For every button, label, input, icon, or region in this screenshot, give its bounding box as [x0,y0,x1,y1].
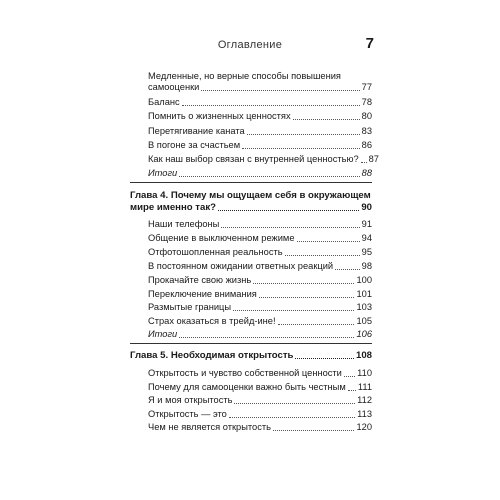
dot-leader [278,324,355,325]
toc-chapter-entry[interactable] [130,350,372,361]
toc-page-number: 111 [357,382,372,392]
dot-leader [229,417,355,418]
toc-entry[interactable] [148,126,372,137]
toc-entry[interactable] [148,368,372,379]
toc-entry[interactable] [148,154,379,165]
toc-page-number: 87 [368,154,379,164]
toc-entry-title-line1[interactable]: Медленные, но верные способы повышения [148,71,341,81]
toc-page-number: 101 [356,289,372,299]
toc-page-number: 105 [356,316,372,326]
toc-entry-title: Я и моя открытость [148,395,233,405]
toc-page-number: 95 [361,247,372,257]
toc-page-number: 108 [355,350,372,361]
toc-entry-title: Почему для самооценки важно быть честным [148,382,346,392]
dot-leader [221,227,359,228]
toc-page-number: 94 [361,233,372,243]
toc-entry[interactable] [148,316,372,327]
toc-entry[interactable] [148,140,372,151]
toc-page-number: 90 [361,202,372,213]
toc-entry[interactable] [148,261,372,272]
dot-leader [234,403,355,404]
toc-entry-title: Прокачайте свою жизнь [148,275,252,285]
chapter-title-line2: мире именно так? [130,202,216,213]
toc-entry-title-line2: самооценки [148,82,200,92]
toc-entry-summary[interactable] [148,329,372,340]
toc-page-number: 113 [357,409,372,419]
toc-page-number: 103 [356,302,372,312]
toc-entry-summary[interactable] [148,168,372,179]
page-number: 7 [365,35,374,52]
toc-entry-title: Итоги [148,168,178,178]
dot-leader [335,269,360,270]
toc-entry-title: Чем не является открытость [148,422,271,432]
toc-page-number: 91 [361,219,372,229]
toc-page-number: 86 [361,140,372,150]
dot-leader [297,241,360,242]
toc-entry[interactable] [148,302,372,313]
toc-entry[interactable] [148,409,372,420]
toc-page-number: 98 [361,261,372,271]
toc-page-number: 110 [357,368,372,378]
toc-entry[interactable] [148,233,372,244]
toc-entry-title: Общение в выключенном режиме [148,233,295,243]
toc-entry[interactable] [148,395,372,406]
toc-page-number: 120 [356,422,372,432]
toc-entry[interactable] [148,247,372,258]
toc-entry-title: В постоянном ожидании ответных реакций [148,261,334,271]
dot-leader [201,90,359,91]
dot-leader [233,310,354,311]
dot-leader [361,162,367,163]
dot-leader [182,105,360,106]
toc-entry[interactable] [148,219,372,230]
dot-leader [295,358,354,359]
toc-entry-title: Баланс [148,97,180,107]
toc-page-number: 78 [361,97,372,107]
toc-page-number: 100 [356,275,372,285]
toc-entry[interactable] [148,111,372,122]
toc-page-number: 80 [361,111,372,121]
dot-leader [247,134,360,135]
dot-leader [344,376,355,377]
toc-entry-title: Наши телефоны [148,219,220,229]
dot-leader [179,176,359,177]
toc-entry-title: Перетягивание каната [148,126,245,136]
toc-entry[interactable] [148,275,372,286]
toc-entry[interactable] [148,289,372,300]
running-title: Оглавление [217,39,283,51]
toc-entry[interactable] [148,97,372,108]
toc-page-number: 83 [361,126,372,136]
dot-leader [348,390,356,391]
toc-entry-title: Как наш выбор связан с внутренней ценностью? [148,154,359,164]
dot-leader [293,119,360,120]
dot-leader [218,210,359,211]
toc-entry-title: Отфотошопленная реальность [148,247,283,257]
toc-page-number: 77 [361,82,372,92]
toc-page-number: 88 [361,168,372,178]
section-divider [130,182,372,183]
toc-entry-title: Размытые границы [148,302,232,312]
section-divider [130,343,372,344]
toc-entry-title: Открытость и чувство собственной ценности [148,368,342,378]
chapter-title-line1[interactable]: Глава 4. Почему мы ощущаем себя в окружающем [130,190,371,201]
dot-leader [253,283,354,284]
toc-entry-title: Итоги [148,329,178,339]
toc-page-number: 112 [357,395,372,405]
dot-leader [179,337,354,338]
dot-leader [285,255,360,256]
toc-entry-title: Переключение внимания [148,289,257,299]
dot-leader [242,148,360,149]
toc-page-number: 106 [356,329,372,339]
toc-entry[interactable] [148,422,372,433]
dot-leader [273,430,355,431]
toc-chapter-entry[interactable] [130,202,372,213]
toc-entry-title: Страх оказаться в трейд-ине! [148,316,276,326]
toc-entry[interactable] [148,382,372,393]
toc-entry-title: Открытость — это [148,409,227,419]
chapter-title: Глава 5. Необходимая открытость [130,350,294,361]
toc-entry[interactable] [148,82,372,93]
dot-leader [259,297,355,298]
toc-entry-title: В погоне за счастьем [148,140,241,150]
toc-entry-title: Помнить о жизненных ценностях [148,111,291,121]
